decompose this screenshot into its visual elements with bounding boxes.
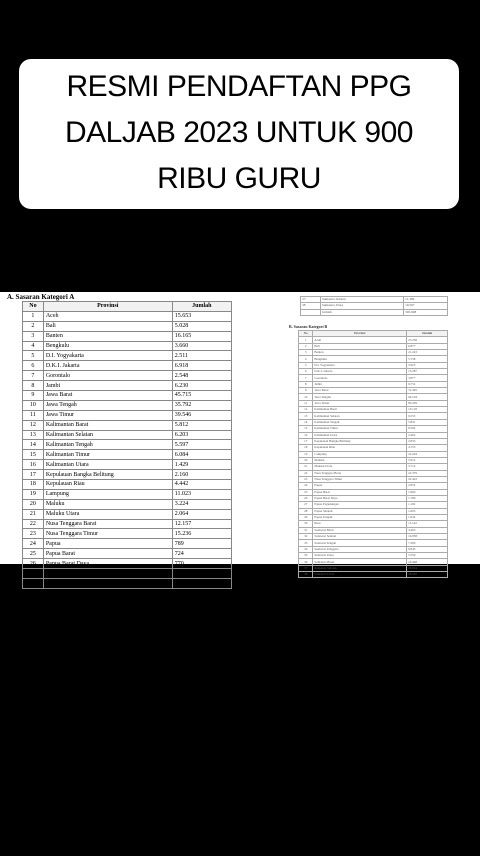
cell-jumlah: 5.028 xyxy=(172,321,231,331)
cell-provinsi: Papua xyxy=(43,539,172,549)
table-row xyxy=(23,450,232,460)
cell-no: 27 xyxy=(299,502,313,508)
cell-jumlah: 5.812 xyxy=(172,420,231,430)
table-row xyxy=(23,559,232,569)
cell-no: 31 xyxy=(299,527,313,533)
table-row xyxy=(23,578,232,588)
cell-provinsi: Kalimantan Tengah xyxy=(43,440,172,450)
cell-jumlah: 2.833 xyxy=(407,438,448,444)
cell-provinsi: Nusa Tenggara Barat xyxy=(313,470,407,476)
cell-provinsi: Kalimantan Timur xyxy=(313,426,407,432)
cell-no: 38 xyxy=(301,303,321,309)
table-row xyxy=(23,321,232,331)
cell-provinsi: Papua Selatan xyxy=(43,578,172,588)
cell-provinsi: Bengkulu xyxy=(313,356,407,362)
header-provinsi: Provinsi xyxy=(43,302,172,312)
cell-provinsi: Maluku xyxy=(43,499,172,509)
table-row xyxy=(23,391,232,401)
cell-no: 25 xyxy=(23,549,44,559)
cell-provinsi: Papua Barat xyxy=(43,549,172,559)
cell-provinsi: Kalimantan Barat xyxy=(313,407,407,413)
cell-jumlah: 10.118 xyxy=(407,407,448,413)
cell-provinsi: Papua Barat Daya xyxy=(43,559,172,569)
cell-provinsi: Sulawesi Tenggara xyxy=(313,546,407,552)
cell-no: 26 xyxy=(23,559,44,569)
cell-jumlah: 2.064 xyxy=(172,509,231,519)
cell-no: 8 xyxy=(299,381,313,387)
cell-provinsi: Sulawesi Tengah xyxy=(313,540,407,546)
cell-no: 12 xyxy=(299,407,313,413)
table-kategori-a-tail xyxy=(300,296,448,316)
cell-jumlah: 5.550 xyxy=(407,553,448,559)
cell-no: 34 xyxy=(299,546,313,552)
cell-no: 6 xyxy=(299,369,313,375)
title-line-1: RESMI PENDAFTAN PPG xyxy=(66,70,412,103)
cell-jumlah: 22.204 xyxy=(407,451,448,457)
cell-provinsi: Papua Pegunungan xyxy=(313,502,407,508)
cell-jumlah: 5.014 xyxy=(407,457,448,463)
cell-jumlah: 23.258 xyxy=(407,337,448,343)
table-kategori-b xyxy=(298,330,448,578)
cell-no: 22 xyxy=(23,519,44,529)
cell-jumlah: 6.203 xyxy=(172,430,231,440)
cell-provinsi: Kalimantan Barat xyxy=(43,420,172,430)
cell-jumlah: 528 xyxy=(172,578,231,588)
cell-jumlah: 15.142 xyxy=(407,521,448,527)
table-row xyxy=(23,410,232,420)
cell-no: 22 xyxy=(299,470,313,476)
cell-jumlah: 4.442 xyxy=(172,480,231,490)
table-row xyxy=(23,460,232,470)
title-card xyxy=(19,59,459,209)
cell-provinsi: Bengkulu xyxy=(43,341,172,351)
cell-jumlah: 1.860 xyxy=(407,489,448,495)
cell-jumlah: 2.160 xyxy=(172,470,231,480)
cell-provinsi: Lampung xyxy=(313,451,407,457)
cell-jumlah: 39.546 xyxy=(172,410,231,420)
cell-jumlah: 3.224 xyxy=(172,499,231,509)
cell-provinsi: Jawa Timur xyxy=(43,410,172,420)
cell-no: 19 xyxy=(299,451,313,457)
cell-jumlah: 69.104 xyxy=(407,394,448,400)
cell-jumlah: 45.715 xyxy=(172,391,231,401)
cell-no: 2 xyxy=(23,321,44,331)
cell-no: 15 xyxy=(299,426,313,432)
cell-jumlah: 22.422 xyxy=(407,476,448,482)
cell-jumlah: 7.306 xyxy=(407,540,448,546)
cell-no: 28 xyxy=(299,508,313,514)
cell-no: 23 xyxy=(23,529,44,539)
cell-provinsi: Jawa Timur xyxy=(313,400,407,406)
cell-no: 14 xyxy=(23,440,44,450)
table-row xyxy=(23,470,232,480)
cell-no: 25 xyxy=(299,489,313,495)
cell-provinsi: Papua Barat Daya xyxy=(313,495,407,501)
cell-no: 17 xyxy=(299,438,313,444)
cell-no: 10 xyxy=(299,394,313,400)
cell-provinsi: Bali xyxy=(313,343,407,349)
table-row xyxy=(23,480,232,490)
table-row xyxy=(23,549,232,559)
cell-provinsi: Maluku xyxy=(313,457,407,463)
cell-no: 38 xyxy=(299,572,313,578)
cell-jumlah: 2.874 xyxy=(407,483,448,489)
table-row xyxy=(23,499,232,509)
cell-no: 29 xyxy=(299,514,313,520)
cell-jumlah: 6.084 xyxy=(172,450,231,460)
cell-no: 18 xyxy=(23,480,44,490)
cell-jumlah: 8.592 xyxy=(407,426,448,432)
cell-jumlah: 5.841 xyxy=(407,419,448,425)
cell-provinsi: Kepulauan Bangka Belitung xyxy=(313,438,407,444)
title-line-2: DALJAB 2023 UNTUK 900 xyxy=(64,116,413,149)
cell-jumlah: 3.925 xyxy=(407,362,448,368)
table-row xyxy=(23,341,232,351)
cell-jumlah: 1.780 xyxy=(407,495,448,501)
cell-no: 26 xyxy=(299,495,313,501)
cell-jumlah: 1.024 xyxy=(407,514,448,520)
cell-no: 33 xyxy=(299,540,313,546)
cell-provinsi: Banten xyxy=(43,331,172,341)
cell-provinsi: Sumatera Utara xyxy=(313,572,407,578)
header-jumlah: Jumlah xyxy=(407,331,448,337)
cell-provinsi: D.I. Yogyakarta xyxy=(43,351,172,361)
cell-jumlah: 724 xyxy=(172,549,231,559)
table-row xyxy=(23,361,232,371)
cell-jumlah: 3.877 xyxy=(407,375,448,381)
cell-no: 21 xyxy=(23,509,44,519)
cell-jumlah: 1.429 xyxy=(172,460,231,470)
cell-jumlah: 1.003 xyxy=(407,508,448,514)
table-row xyxy=(23,519,232,529)
cell-no: 10 xyxy=(23,400,44,410)
cell-provinsi: Gorontalo xyxy=(43,371,172,381)
cell-jumlah: 16.858 xyxy=(407,534,448,540)
cell-no: 8 xyxy=(23,381,44,391)
cell-provinsi: Kalimantan Selatan xyxy=(43,430,172,440)
cell-provinsi: Maluku Utara xyxy=(313,464,407,470)
cell-no: 4 xyxy=(23,341,44,351)
cell-provinsi: Gorontalo xyxy=(313,375,407,381)
cell-no: 14 xyxy=(299,419,313,425)
cell-no xyxy=(301,309,321,315)
table-row xyxy=(23,381,232,391)
cell-jumlah: 12.157 xyxy=(172,519,231,529)
table-row xyxy=(23,569,232,579)
table-row xyxy=(23,420,232,430)
cell-jumlah: 9.843 xyxy=(407,546,448,552)
cell-provinsi: Papua Barat xyxy=(313,489,407,495)
cell-provinsi: Papua Pegunungan xyxy=(43,569,172,579)
cell-jumlah: 3.660 xyxy=(172,341,231,351)
cell-no: 28 xyxy=(23,578,44,588)
table-row xyxy=(23,509,232,519)
cell-jumlah: 789 xyxy=(172,539,231,549)
cell-no: 18 xyxy=(299,445,313,451)
document-screenshot xyxy=(0,292,480,587)
cell-no: 13 xyxy=(299,413,313,419)
cell-no: 3 xyxy=(23,331,44,341)
cell-jumlah: 2.402 xyxy=(407,432,448,438)
table-row xyxy=(23,331,232,341)
header-no: No xyxy=(299,331,313,337)
cell-no: 23 xyxy=(299,476,313,482)
cell-provinsi: Sumatera Barat xyxy=(313,559,407,565)
cell-no: 36 xyxy=(299,559,313,565)
cell-provinsi: D.K.I. Jakarta xyxy=(313,369,407,375)
table-header-row xyxy=(23,302,232,312)
cell-no: 30 xyxy=(299,521,313,527)
cell-provinsi: Papua xyxy=(313,483,407,489)
cell-provinsi: Lampung xyxy=(43,489,172,499)
cell-jumlah: 770 xyxy=(172,559,231,569)
cell-jumlah: 1.102 xyxy=(407,502,448,508)
cell-jumlah: 9.752 xyxy=(407,381,448,387)
title-line-3: RIBU GURU xyxy=(157,162,321,195)
cell-provinsi: Nusa Tenggara Barat xyxy=(43,519,172,529)
cell-no: 4 xyxy=(299,356,313,362)
cell-jumlah: 15.653 xyxy=(172,311,231,321)
cell-no: 11 xyxy=(23,410,44,420)
cell-provinsi: Jambi xyxy=(313,381,407,387)
table-row xyxy=(23,311,232,321)
table-row xyxy=(23,440,232,450)
cell-provinsi: Maluku Utara xyxy=(43,509,172,519)
cell-jumlah: 16.468 xyxy=(407,559,448,565)
cell-no: 21 xyxy=(299,464,313,470)
cell-provinsi: Sumatera Selatan xyxy=(320,297,403,303)
cell-provinsi: Jawa Barat xyxy=(43,391,172,401)
cell-jumlah: 13.287 xyxy=(407,369,448,375)
cell-jumlah: 3.714 xyxy=(407,464,448,470)
table-kategori-a xyxy=(22,301,232,589)
header-no: No xyxy=(23,302,44,312)
cell-provinsi: Sulawesi Utara xyxy=(313,553,407,559)
table-row xyxy=(23,489,232,499)
cell-jumlah: 22.379 xyxy=(407,470,448,476)
cell-provinsi: Riau xyxy=(313,521,407,527)
cell-no: 32 xyxy=(299,534,313,540)
cell-no: 12 xyxy=(23,420,44,430)
cell-provinsi: Kepulauan Riau xyxy=(43,480,172,490)
cell-no: 16 xyxy=(299,432,313,438)
cell-jumlah: 6.918 xyxy=(172,361,231,371)
cell-no: 3 xyxy=(299,350,313,356)
cell-jumlah: 38.009 xyxy=(407,572,448,578)
cell-provinsi: Sulawesi Barat xyxy=(313,527,407,533)
cell-provinsi: Nusa Tenggara Timur xyxy=(43,529,172,539)
table-row xyxy=(299,572,448,578)
cell-jumlah: 5.597 xyxy=(172,440,231,450)
cell-jumlah: 2.548 xyxy=(172,371,231,381)
cell-provinsi: Sumatera Selatan xyxy=(313,565,407,571)
cell-no: 7 xyxy=(299,375,313,381)
cell-jumlah: 19.567 xyxy=(404,303,448,309)
table-row xyxy=(23,539,232,549)
cell-jumlah: 5.758 xyxy=(407,356,448,362)
cell-no: 15 xyxy=(23,450,44,460)
cell-no: 13 xyxy=(23,430,44,440)
cell-no: 9 xyxy=(23,391,44,401)
cell-provinsi: Bali xyxy=(43,321,172,331)
cell-jumlah: 2.511 xyxy=(172,351,231,361)
cell-provinsi: Aceh xyxy=(43,311,172,321)
section-a-label: A. Sasaran Kategori A xyxy=(7,293,75,301)
cell-provinsi: Kalimantan Tengah xyxy=(313,419,407,425)
cell-provinsi: Jumlah xyxy=(320,309,403,315)
cell-no: 2 xyxy=(299,343,313,349)
cell-jumlah: 15.236 xyxy=(172,529,231,539)
cell-provinsi: Banten xyxy=(313,350,407,356)
cell-jumlah: 11.384 xyxy=(404,297,448,303)
cell-no: 24 xyxy=(23,539,44,549)
table-row xyxy=(23,351,232,361)
cell-jumlah: 86.459 xyxy=(407,400,448,406)
cell-no: 5 xyxy=(299,362,313,368)
section-b-label: B. Sasaran Kategori B xyxy=(289,324,328,329)
cell-no: 7 xyxy=(23,371,44,381)
cell-provinsi: Jambi xyxy=(43,381,172,391)
header-jumlah: Jumlah xyxy=(172,302,231,312)
table-row xyxy=(301,309,448,315)
cell-provinsi: Sumatera Utara xyxy=(320,303,403,309)
cell-jumlah: 11.023 xyxy=(172,489,231,499)
cell-provinsi: Jawa Tengah xyxy=(43,400,172,410)
cell-provinsi: Aceh xyxy=(313,337,407,343)
cell-jumlah: 4.753 xyxy=(407,445,448,451)
cell-provinsi: Kalimantan Timur xyxy=(43,450,172,460)
cell-no: 11 xyxy=(299,400,313,406)
cell-provinsi: Kalimantan Selatan xyxy=(313,413,407,419)
cell-provinsi: Kepulauan Riau xyxy=(313,445,407,451)
cell-jumlah: 21.243 xyxy=(407,350,448,356)
cell-jumlah: 393.698 xyxy=(404,309,448,315)
cell-no: 24 xyxy=(299,483,313,489)
cell-jumlah: 6.877 xyxy=(407,343,448,349)
cell-jumlah: 16.165 xyxy=(172,331,231,341)
cell-no: 9 xyxy=(299,388,313,394)
cell-no: 37 xyxy=(299,565,313,571)
cell-provinsi: Kalimantan Utara xyxy=(43,460,172,470)
cell-no: 20 xyxy=(299,457,313,463)
cell-no: 17 xyxy=(23,470,44,480)
table-row xyxy=(23,529,232,539)
cell-provinsi: Jawa Tengah xyxy=(313,394,407,400)
table-row xyxy=(23,371,232,381)
cell-provinsi: Nusa Tenggara Timur xyxy=(313,476,407,482)
cell-no: 16 xyxy=(23,460,44,470)
cell-no: 20 xyxy=(23,499,44,509)
cell-no: 37 xyxy=(301,297,321,303)
cell-no: 35 xyxy=(299,553,313,559)
header-provinsi: Provinsi xyxy=(313,331,407,337)
cell-provinsi: Kalimantan Utara xyxy=(313,432,407,438)
cell-jumlah: 9.555 xyxy=(407,413,448,419)
cell-no: 19 xyxy=(23,489,44,499)
cell-provinsi: D.K.I. Jakarta xyxy=(43,361,172,371)
cell-no: 6 xyxy=(23,361,44,371)
cell-provinsi: Papua Selatan xyxy=(313,508,407,514)
cell-jumlah: 272 xyxy=(172,569,231,579)
cell-provinsi: Sulawesi Selatan xyxy=(313,534,407,540)
table-row xyxy=(23,400,232,410)
cell-no: 1 xyxy=(299,337,313,343)
cell-jumlah: 35.792 xyxy=(172,400,231,410)
cell-no: 1 xyxy=(23,311,44,321)
cell-jumlah: 6.230 xyxy=(172,381,231,391)
cell-jumlah: 20.604 xyxy=(407,565,448,571)
cell-no: 5 xyxy=(23,351,44,361)
cell-no: 27 xyxy=(23,569,44,579)
cell-jumlah: 4.463 xyxy=(407,527,448,533)
cell-provinsi: Jawa Barat xyxy=(313,388,407,394)
cell-jumlah: 72.465 xyxy=(407,388,448,394)
table-row xyxy=(23,430,232,440)
cell-provinsi: D.I. Yogyakarta xyxy=(313,362,407,368)
cell-provinsi: Kepulauan Bangka Belitung xyxy=(43,470,172,480)
cell-provinsi: Papua Tengah xyxy=(313,514,407,520)
